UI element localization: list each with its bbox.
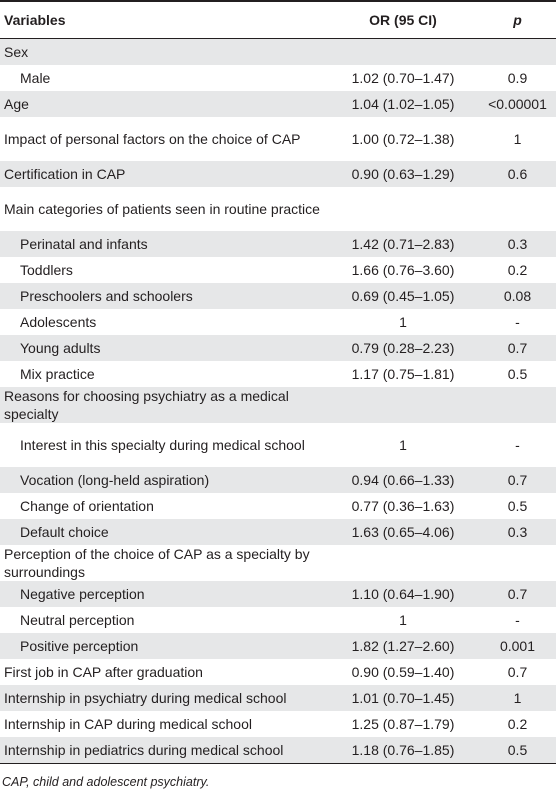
row-odds-ratio: 1.42 (0.71–2.83) xyxy=(351,236,455,252)
row-odds-ratio: 1.00 (0.72–1.38) xyxy=(351,131,455,147)
table-row xyxy=(0,161,556,187)
row-odds-ratio: 1.04 (1.02–1.05) xyxy=(351,96,455,112)
row-odds-ratio: 1.25 (0.87–1.79) xyxy=(351,716,455,732)
row-odds-ratio: 1.66 (0.76–3.60) xyxy=(351,262,455,278)
row-p-value: - xyxy=(515,612,520,628)
row-p-value: 1 xyxy=(513,690,522,706)
row-odds-ratio: 0.90 (0.63–1.29) xyxy=(351,166,455,182)
row-variable-label: Positive perception xyxy=(20,638,139,654)
row-odds-ratio: 0.94 (0.66–1.33) xyxy=(351,472,455,488)
row-odds-ratio: 1 xyxy=(399,437,407,453)
table-row xyxy=(0,659,556,685)
row-p-value: 0.6 xyxy=(507,166,528,182)
row-odds-ratio: 1.02 (0.70–1.47) xyxy=(351,70,455,86)
row-variable-label: Neutral perception xyxy=(20,612,135,628)
row-variable-label: Main categories of patients seen in routine practice xyxy=(4,201,320,217)
row-variable-label: Internship in CAP during medical school xyxy=(4,716,252,732)
table-row xyxy=(0,607,556,633)
row-p-value: 0.2 xyxy=(507,716,528,732)
row-variable-label: Perception of the choice of CAP as a specialty by surroundings xyxy=(4,546,310,580)
row-p-value: - xyxy=(515,314,520,330)
row-p-value: 0.001 xyxy=(499,638,536,654)
row-variable-label: Mix practice xyxy=(20,366,95,382)
table-row xyxy=(0,187,556,231)
table-row xyxy=(0,231,556,257)
row-odds-ratio: 0.90 (0.59–1.40) xyxy=(351,664,455,680)
table-row xyxy=(0,335,556,361)
row-odds-ratio: 1.82 (1.27–2.60) xyxy=(351,638,455,654)
table-row xyxy=(0,685,556,711)
row-variable-label: Internship in psychiatry during medical school xyxy=(4,690,287,706)
row-p-value: 0.5 xyxy=(507,498,528,514)
table-body xyxy=(0,39,556,763)
row-variable-label: Adolescents xyxy=(20,314,97,330)
row-p-value: 0.5 xyxy=(507,742,528,758)
row-p-value: - xyxy=(515,437,520,453)
row-variable-label: Toddlers xyxy=(20,262,73,278)
table-row xyxy=(0,39,556,65)
row-variable-label: Negative perception xyxy=(20,586,145,602)
row-p-value: 0.7 xyxy=(507,340,528,356)
row-variable-label: Age xyxy=(4,96,29,112)
table-footnote: CAP, child and adolescent psychiatry. xyxy=(2,775,210,789)
row-p-value: <0.00001 xyxy=(488,96,547,112)
row-p-value: 0.9 xyxy=(507,70,528,86)
row-odds-ratio: 1 xyxy=(399,314,407,330)
row-variable-label: Interest in this specialty during medical school xyxy=(20,437,305,453)
row-variable-label: Vocation (long-held aspiration) xyxy=(20,472,210,488)
row-p-value: 0.7 xyxy=(507,664,528,680)
table-row xyxy=(0,581,556,607)
row-variable-label: Certification in CAP xyxy=(4,166,126,182)
row-variable-label: Internship in pediatrics during medical school xyxy=(4,742,284,758)
row-variable-label: Perinatal and infants xyxy=(20,236,148,252)
row-p-value: 0.08 xyxy=(503,288,532,304)
row-odds-ratio: 1 xyxy=(399,612,407,628)
table-row xyxy=(0,361,556,387)
table-row xyxy=(0,493,556,519)
table-row xyxy=(0,257,556,283)
table-row xyxy=(0,283,556,309)
row-variable-label: Change of orientation xyxy=(20,498,154,514)
table-row xyxy=(0,545,556,581)
row-p-value: 0.5 xyxy=(507,366,528,382)
table-row xyxy=(0,387,556,423)
row-variable-label: Reasons for choosing psychiatry as a medical specialty xyxy=(4,388,289,422)
row-p-value: 0.7 xyxy=(507,586,528,602)
table-row xyxy=(0,117,556,161)
row-p-value: 0.2 xyxy=(507,262,528,278)
table-row xyxy=(0,737,556,763)
table-row xyxy=(0,467,556,493)
row-p-value: 0.7 xyxy=(507,472,528,488)
row-variable-label: Default choice xyxy=(20,524,109,540)
row-odds-ratio: 1.63 (0.65–4.06) xyxy=(351,524,455,540)
row-odds-ratio: 0.79 (0.28–2.23) xyxy=(351,340,455,356)
row-odds-ratio: 1.10 (0.64–1.90) xyxy=(351,586,455,602)
table-row xyxy=(0,65,556,91)
table-row xyxy=(0,309,556,335)
row-odds-ratio: 1.01 (0.70–1.45) xyxy=(351,690,455,706)
table-row xyxy=(0,519,556,545)
row-variable-label: Preschoolers and schoolers xyxy=(20,288,193,304)
header-or: OR (95 CI) xyxy=(369,12,437,28)
row-variable-label: Young adults xyxy=(20,340,101,356)
row-odds-ratio: 1.17 (0.75–1.81) xyxy=(351,366,455,382)
table-row xyxy=(0,633,556,659)
table-row xyxy=(0,711,556,737)
row-p-value: 0.3 xyxy=(507,236,528,252)
header-p: p xyxy=(513,12,522,28)
table-header-row xyxy=(0,2,556,38)
row-p-value: 0.3 xyxy=(507,524,528,540)
row-variable-label: Sex xyxy=(4,44,29,60)
row-variable-label: First job in CAP after graduation xyxy=(4,664,203,680)
row-odds-ratio: 1.18 (0.76–1.85) xyxy=(351,742,455,758)
row-p-value: 1 xyxy=(513,131,522,147)
row-odds-ratio: 0.69 (0.45–1.05) xyxy=(351,288,455,304)
row-odds-ratio: 0.77 (0.36–1.63) xyxy=(351,498,455,514)
header-variables: Variables xyxy=(4,12,66,28)
row-variable-label: Impact of personal factors on the choice of CAP xyxy=(4,131,301,147)
row-variable-label: Male xyxy=(20,70,51,86)
table-row xyxy=(0,91,556,117)
table-row xyxy=(0,423,556,467)
